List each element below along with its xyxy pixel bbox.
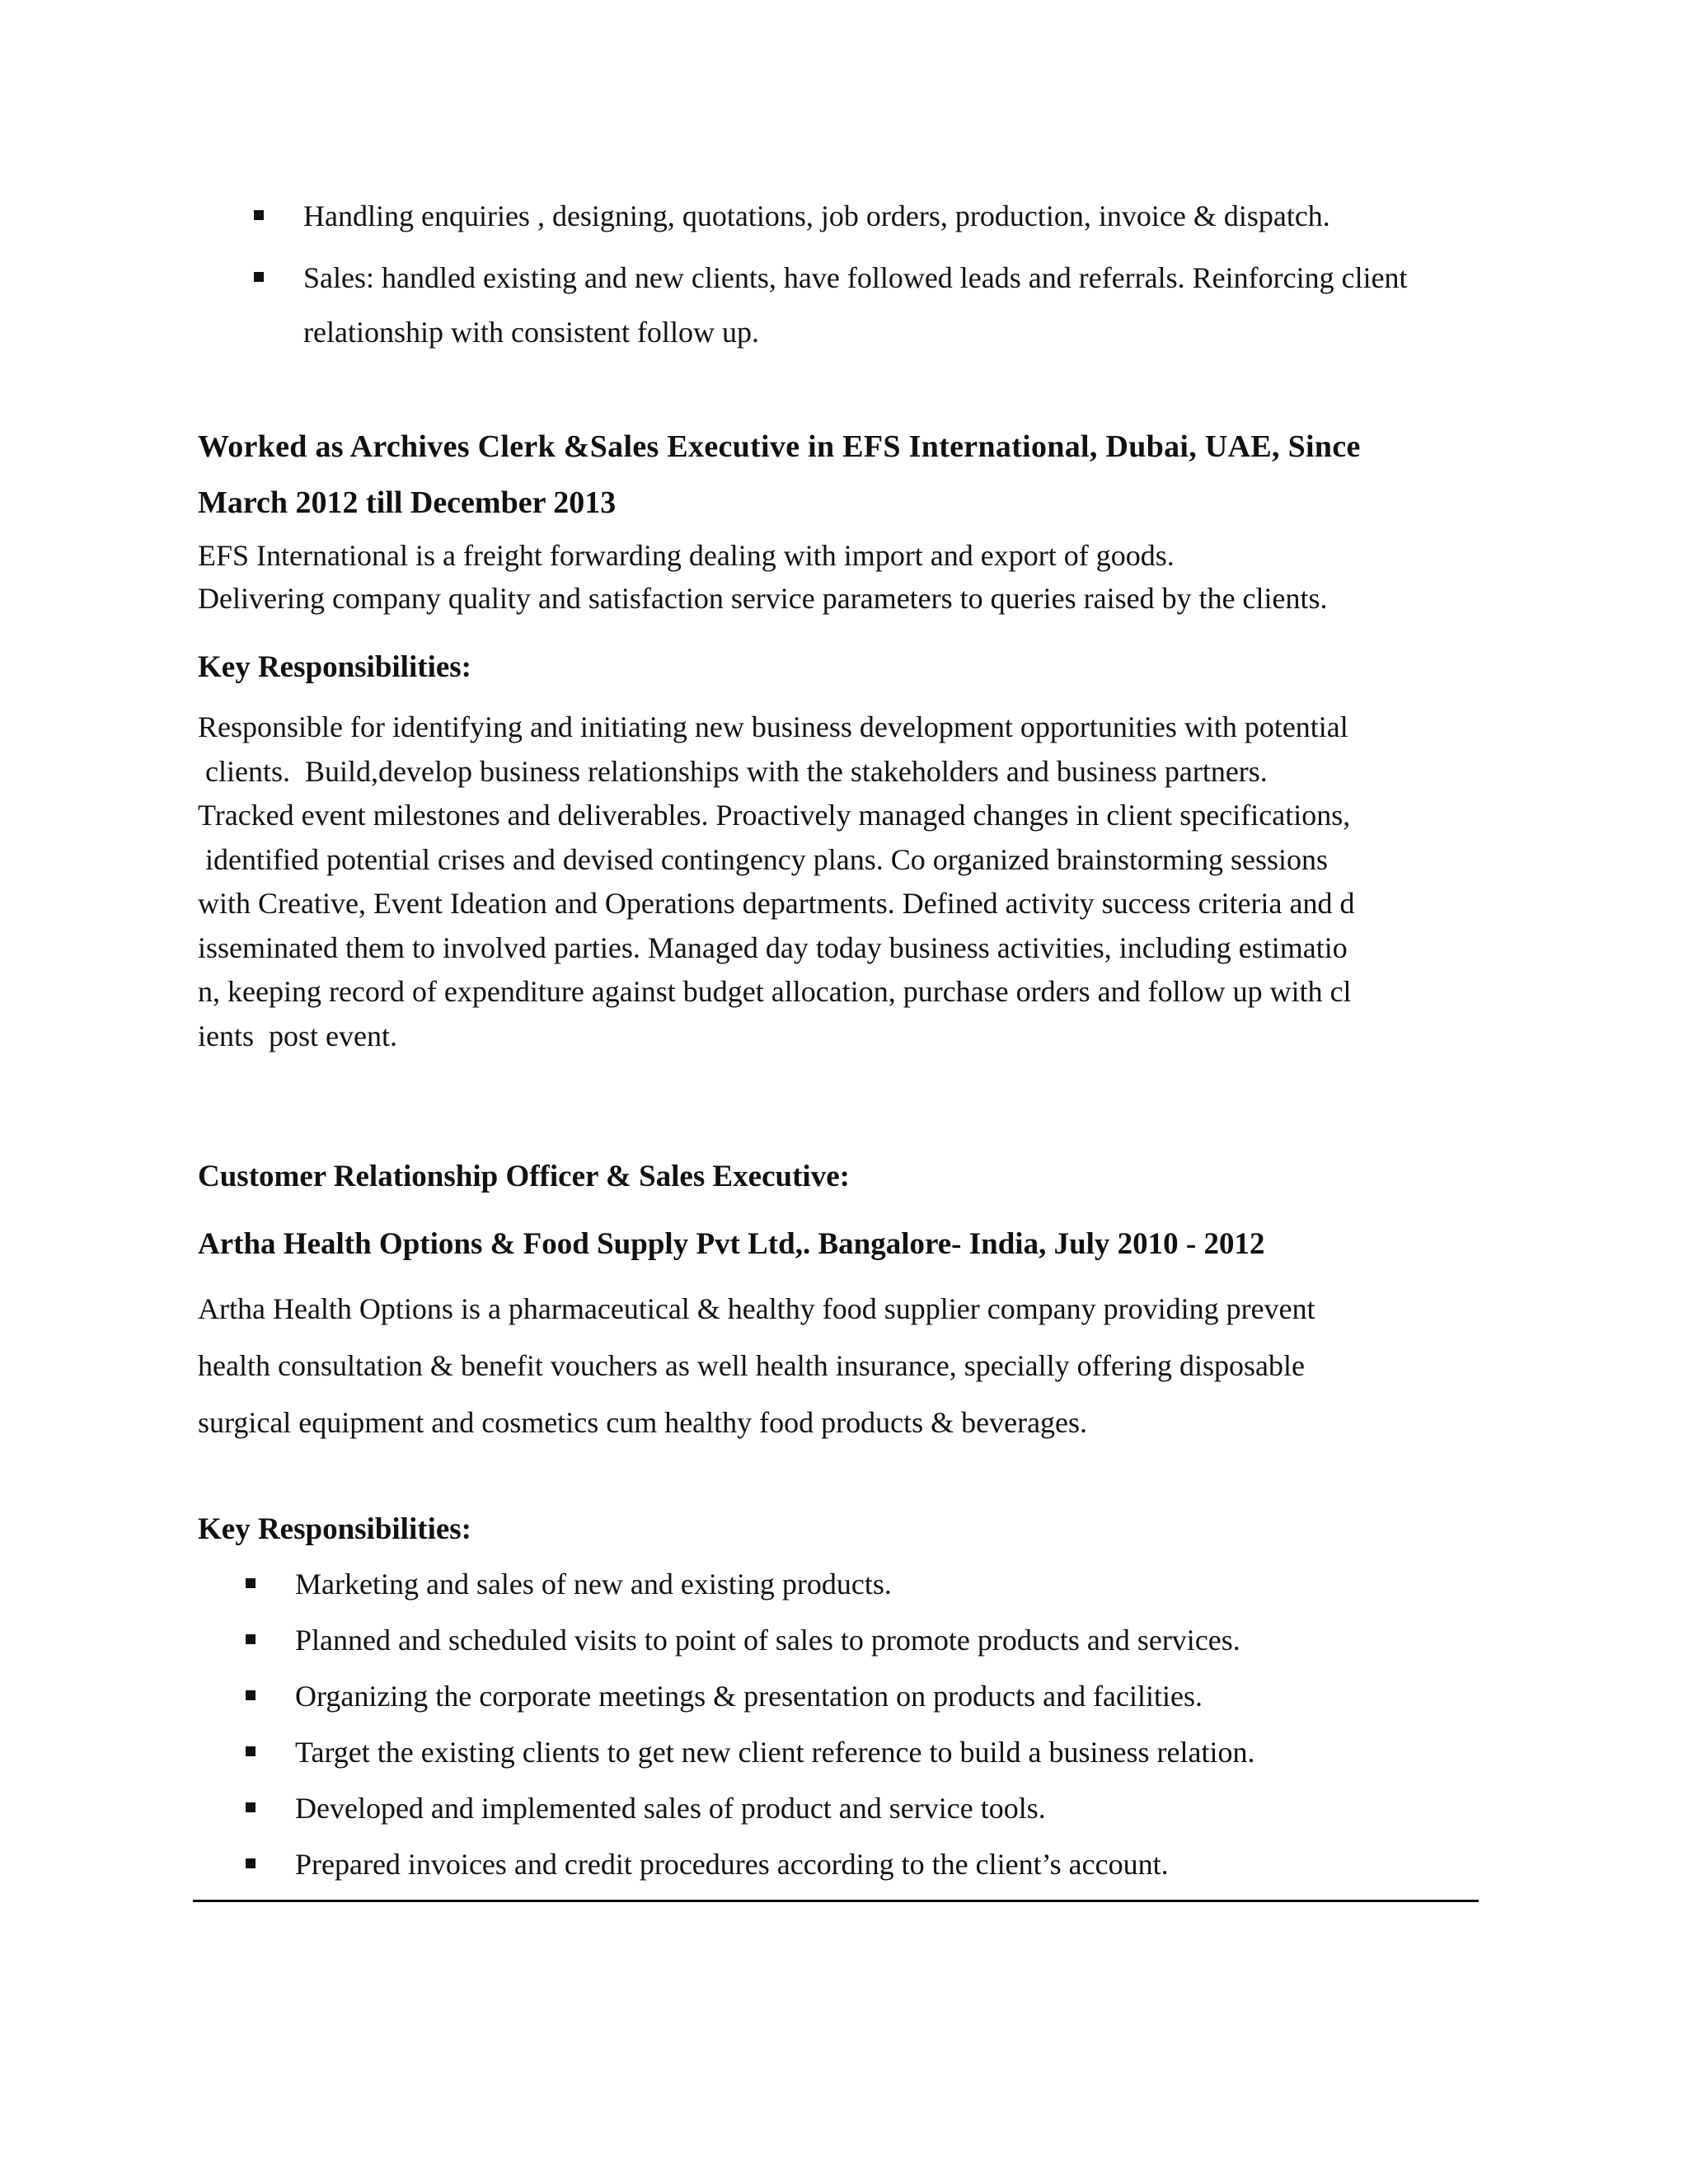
artha-role-heading-block	[198, 1155, 1500, 1198]
bullet-text: Organizing the corporate meetings & presentation on products and facilities.	[295, 1680, 1203, 1713]
artha-role-heading: Customer Relationship Officer & Sales Executive:	[198, 1160, 850, 1193]
list-item	[190, 1619, 1492, 1661]
list-item	[190, 1787, 1492, 1830]
key-responsibilities-heading: Key Responsibilities:	[198, 650, 471, 684]
artha-company-heading: Artha Health Options & Food Supply Pvt Ltd,. Bangalore- India, July 2010 - 2012	[198, 1227, 1265, 1261]
square-bullet-icon	[246, 1858, 256, 1868]
resp-line: identified potential crises and devised contingency plans. Co organized brainstorming sessions	[198, 842, 1329, 876]
artha-key-responsibilities	[198, 1508, 1500, 1551]
artha-desc-line: health consultation & benefit vouchers as well health insurance, specially offering disposable	[198, 1349, 1305, 1382]
list-item	[190, 1675, 1492, 1718]
resp-line: ients post event.	[198, 1019, 397, 1052]
square-bullet-icon	[246, 1802, 256, 1812]
efs-desc-line2: Delivering company quality and satisfaction service parameters to queries raised by the clients.	[198, 582, 1328, 615]
efs-section	[198, 419, 1500, 531]
efs-description	[198, 534, 1500, 620]
bullet-text: Target the existing clients to get new client reference to build a business relation.	[295, 1736, 1255, 1769]
list-item	[198, 194, 1484, 237]
artha-description	[198, 1281, 1500, 1451]
resp-line: Responsible for identifying and initiating new business development opportunities with potential	[198, 710, 1348, 743]
bottom-divider	[193, 1900, 1479, 1902]
square-bullet-icon	[254, 272, 264, 282]
square-bullet-icon	[246, 1690, 256, 1700]
bullet-text: Planned and scheduled visits to point of sales to promote products and services.	[295, 1624, 1240, 1657]
bullet-text: Handling enquiries , designing, quotations, job orders, production, invoice & dispatch.	[303, 199, 1330, 232]
artha-company-heading-block	[198, 1223, 1500, 1266]
bullet-text: Prepared invoices and credit procedures according to the client’s account.	[295, 1848, 1169, 1881]
efs-key-responsibilities	[198, 646, 1500, 689]
resp-line: with Creative, Event Ideation and Operations departments. Defined activity success criteria and d	[198, 887, 1355, 920]
efs-desc-line1: EFS International is a freight forwarding dealing with import and export of goods.	[198, 539, 1175, 572]
list-item	[190, 1563, 1492, 1605]
artha-desc-line: surgical equipment and cosmetics cum healthy food products & beverages.	[198, 1406, 1088, 1439]
artha-desc-line: Artha Health Options is a pharmaceutical & healthy food supplier company providing prevent	[198, 1292, 1315, 1325]
top-bullet-list	[198, 194, 1484, 373]
list-item	[198, 251, 1484, 359]
list-item	[190, 1731, 1492, 1774]
square-bullet-icon	[254, 210, 264, 220]
resp-line: clients. Build,develop business relationships with the stakeholders and business partners.	[198, 754, 1268, 788]
artha-bullet-list	[190, 1563, 1492, 1899]
efs-heading-line1: Worked as Archives Clerk &Sales Executive in EFS International, Dubai, UAE, Since	[198, 429, 1361, 464]
square-bullet-icon	[246, 1634, 256, 1644]
square-bullet-icon	[246, 1746, 256, 1756]
bullet-text: Developed and implemented sales of product and service tools.	[295, 1792, 1046, 1825]
resp-line: Tracked event milestones and deliverables. Proactively managed changes in client specifications,	[198, 799, 1351, 832]
resp-line: n, keeping record of expenditure against budget allocation, purchase orders and follow up with cl	[198, 975, 1352, 1008]
key-responsibilities-heading: Key Responsibilities:	[198, 1512, 471, 1546]
resp-line: isseminated them to involved parties. Managed day today business activities, including estimatio	[198, 930, 1348, 964]
bullet-text: Sales: handled existing and new clients, have followed leads and referrals. Reinforcing client relationship with consistent follow up.	[303, 261, 1408, 349]
bullet-text: Marketing and sales of new and existing products.	[295, 1568, 892, 1601]
square-bullet-icon	[246, 1578, 256, 1588]
efs-heading-line2: March 2012 till December 2013	[198, 485, 617, 520]
list-item	[190, 1843, 1492, 1886]
efs-responsibilities-paragraph	[198, 705, 1517, 1058]
